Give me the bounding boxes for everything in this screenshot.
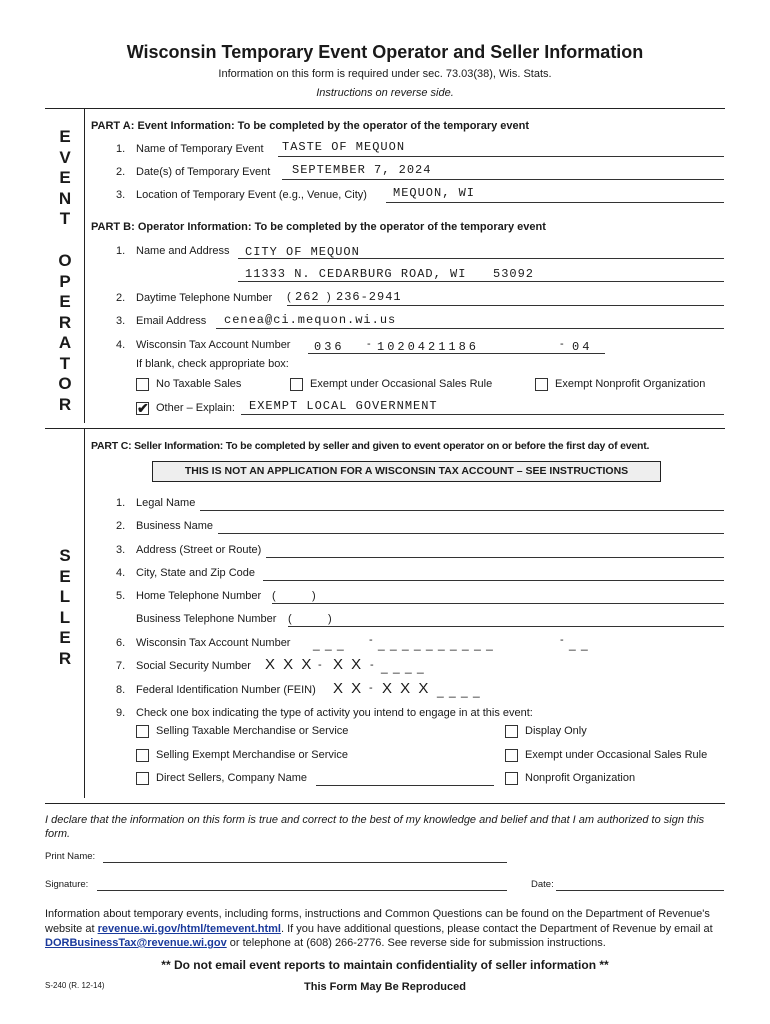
- business-phone-label: Business Telephone Number: [136, 613, 277, 625]
- form-number: S-240 (R. 12-14): [45, 981, 105, 990]
- business-name-field[interactable]: [218, 533, 724, 534]
- fein-label: Federal Identification Number (FEIN): [136, 684, 316, 696]
- seller-tax-account-part2[interactable]: _ _ _ _ _ _ _ _ _ _: [378, 637, 494, 651]
- tax-account-part1[interactable]: 036: [314, 340, 345, 354]
- seller-tax-account-part1[interactable]: _ _ _: [313, 637, 345, 651]
- website-link[interactable]: revenue.wi.gov/html/temevent.html: [97, 922, 281, 935]
- operator-email-field[interactable]: cenea@ci.mequon.wi.us: [224, 313, 397, 327]
- seller-tax-account-label: Wisconsin Tax Account Number: [136, 637, 291, 649]
- date-field[interactable]: [556, 890, 724, 891]
- activity-label: Check one box indicating the type of activity you intend to engage in at this event:: [136, 707, 533, 719]
- city-state-zip-label: City, State and Zip Code: [136, 567, 256, 579]
- operator-area-code-field[interactable]: 262: [295, 290, 320, 304]
- operator-phone-label: Daytime Telephone Number: [136, 292, 273, 304]
- check-mark-icon: ✔: [137, 400, 149, 416]
- reproduce-note: This Form May Be Reproduced: [304, 981, 466, 993]
- date-label: Date:: [531, 879, 554, 890]
- seller-tax-account-part3[interactable]: _ _: [569, 637, 589, 651]
- event-location-field[interactable]: MEQUON, WI: [393, 186, 476, 200]
- event-dates-field[interactable]: SEPTEMBER 7, 2024: [292, 163, 432, 177]
- confidentiality-warning: ** Do not email event reports to maintain confidentiality of seller information **: [161, 958, 609, 972]
- ssn-last-four-field[interactable]: _ _ _ _: [381, 660, 425, 674]
- address-field[interactable]: [266, 557, 724, 558]
- exempt-occasional-seller-checkbox[interactable]: [505, 749, 518, 762]
- event-dates-label: Date(s) of Temporary Event: [136, 166, 271, 178]
- signature-label: Signature:: [45, 879, 89, 890]
- event-name-label: Name of Temporary Event: [136, 143, 264, 155]
- instructions-note: Instructions on reverse side.: [316, 87, 454, 99]
- blank-note: If blank, check appropriate box:: [136, 358, 289, 370]
- city-state-zip-field[interactable]: [263, 580, 724, 581]
- operator-email-label: Email Address: [136, 315, 207, 327]
- operator-address-field[interactable]: 11333 N. CEDARBURG ROAD, WI: [245, 267, 467, 281]
- ssn-label: Social Security Number: [136, 660, 251, 672]
- sidebar-event: E V E N T: [58, 127, 72, 228]
- selling-exempt-checkbox[interactable]: [136, 749, 149, 762]
- nonprofit-checkbox[interactable]: [505, 772, 518, 785]
- top-rule: [45, 108, 725, 109]
- signature-field[interactable]: [97, 890, 507, 891]
- email-link[interactable]: DORBusinessTax@revenue.wi.gov: [45, 937, 227, 949]
- form-title: Wisconsin Temporary Event Operator and Seller Information: [126, 42, 644, 62]
- home-phone-label: Home Telephone Number: [136, 590, 262, 602]
- part-b-heading: PART B: Operator Information: To be completed by the operator of the temporary event: [91, 221, 546, 233]
- exempt-nonprofit-checkbox[interactable]: [535, 378, 548, 391]
- business-phone-field[interactable]: [288, 626, 724, 627]
- business-name-label: Business Name: [136, 520, 214, 532]
- print-name-label: Print Name:: [45, 851, 96, 862]
- sidebar-seller: S E L L E R: [58, 546, 72, 668]
- legal-name-label: Legal Name: [136, 497, 196, 509]
- company-name-field[interactable]: [316, 785, 494, 786]
- display-only-checkbox[interactable]: [505, 725, 518, 738]
- declaration-text: I declare that the information on this form is true and correct to the best of my knowledge and belief and that I am authorized to sign this form.: [45, 814, 705, 840]
- no-taxable-sales-checkbox[interactable]: [136, 378, 149, 391]
- tax-account-part2[interactable]: 1020421186: [377, 340, 480, 354]
- operator-tax-account-label: Wisconsin Tax Account Number: [136, 339, 291, 351]
- part-c-heading: PART C: Seller Information: To be completed by seller and given to event operator on or before the first day of event.: [91, 440, 650, 452]
- home-phone-field[interactable]: [272, 603, 724, 604]
- tax-account-part3[interactable]: 04: [572, 340, 593, 354]
- exempt-occasional-checkbox[interactable]: [290, 378, 303, 391]
- part-a-heading: PART A: Event Information: To be completed by the operator of the temporary event: [91, 120, 530, 132]
- sidebar-operator: O P E R A T O R: [58, 251, 72, 414]
- event-location-label: Location of Temporary Event (e.g., Venue, City): [136, 189, 367, 201]
- operator-name-field[interactable]: CITY OF MEQUON: [245, 245, 360, 259]
- operator-zip-field[interactable]: 53092: [493, 267, 535, 281]
- not-application-notice: THIS IS NOT AN APPLICATION FOR A WISCONSIN TAX ACCOUNT – SEE INSTRUCTIONS: [152, 461, 661, 482]
- bottom-rule: [45, 803, 725, 804]
- legal-name-field[interactable]: [200, 510, 724, 511]
- fein-last-four-field[interactable]: _ _ _ _: [437, 684, 481, 698]
- operator-phone-field[interactable]: 236-2941: [336, 290, 402, 304]
- print-name-field[interactable]: [103, 862, 507, 863]
- selling-taxable-checkbox[interactable]: [136, 725, 149, 738]
- address-label: Address (Street or Route): [136, 544, 262, 556]
- mid-rule: [45, 428, 725, 429]
- footer-info: Information about temporary events, including forms, instructions and Common Questions can be found on the Department of Revenue's website at revenue.wi.gov/html/temevent.html. If you have additional questions, please contact the Department of Revenue by email at DORBusinessTax@revenue.wi.gov or telephone at (608) 266-2776. See reverse side for submission instructions.: [45, 908, 713, 949]
- form-subtitle: Information on this form is required under sec. 73.03(38), Wis. Stats.: [218, 68, 552, 80]
- operator-name-label: Name and Address: [136, 245, 230, 257]
- direct-sellers-checkbox[interactable]: [136, 772, 149, 785]
- event-name-field[interactable]: TASTE OF MEQUON: [282, 140, 406, 154]
- other-explain-field[interactable]: EXEMPT LOCAL GOVERNMENT: [249, 399, 438, 413]
